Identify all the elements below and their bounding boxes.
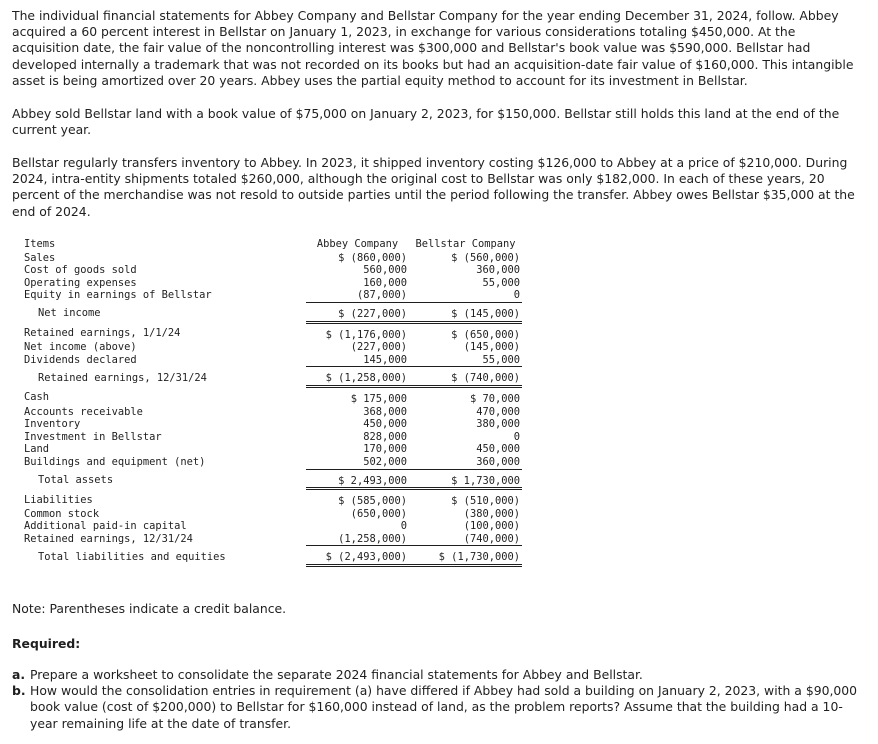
table-cell-item: Additional paid-in capital xyxy=(24,520,187,533)
table-cell-item: Retained earnings, 12/31/24 xyxy=(38,371,207,384)
table-cell-item: Equity in earnings of Bellstar xyxy=(24,289,212,302)
table-header-row xyxy=(22,238,522,252)
table-cell-item: Land xyxy=(24,443,50,456)
table-cell-amount: 0 xyxy=(409,289,522,302)
table-cell-item: Total liabilities and equities xyxy=(38,550,226,563)
table-cell-amount: $ (585,000) xyxy=(338,495,407,508)
table-cell-item: Sales xyxy=(24,251,56,264)
required-item-b xyxy=(12,683,862,732)
table-cell-amount: $ 2,493,000 xyxy=(306,469,409,489)
table-cell-amount: 450,000 xyxy=(476,443,520,456)
table-row xyxy=(22,322,522,341)
table-cell-amount: 55,000 xyxy=(482,276,520,289)
table-cell-amount: 470,000 xyxy=(476,405,520,418)
table-cell-amount: $ (510,000) xyxy=(451,495,520,508)
table-cell-amount: 360,000 xyxy=(476,264,520,277)
table-cell-item: Buildings and equipment (net) xyxy=(24,455,206,468)
table-row xyxy=(22,431,522,444)
table-cell-amount: 145,000 xyxy=(306,354,409,367)
table-row xyxy=(22,533,522,546)
credit-balance-note: Note: Parentheses indicate a credit balance. xyxy=(12,601,287,616)
required-item-label: b. xyxy=(12,683,26,699)
table-cell-amount: 380,000 xyxy=(476,418,520,431)
table-cell-amount: $ 70,000 xyxy=(469,392,520,405)
problem-paragraph-inventory: Bellstar regularly transfers inventory to Abbey. In 2023, it shipped inventory costing $126,000 to Abbey at a price of $210,000. During 2024, intra-entity shipments totaled $260,000, although the original cost to Bellstar was only $182,000. In each of these years, 20 percent of the merchandise was not resold to outside parties until the period following the transfer. Abbey owes Bellstar $35,000 at the end of 2024. xyxy=(12,155,855,219)
required-item-a xyxy=(12,667,862,683)
table-cell-amount: 0 xyxy=(513,430,520,443)
table-cell-amount: 502,000 xyxy=(306,456,409,469)
table-cell-amount: 560,000 xyxy=(363,264,407,277)
table-cell-amount: 170,000 xyxy=(363,443,407,456)
table-row xyxy=(22,341,522,354)
table-cell-item: Retained earnings, 1/1/24 xyxy=(24,327,181,340)
table-row xyxy=(22,277,522,290)
table-cell-amount: $ 175,000 xyxy=(350,392,407,405)
table-row xyxy=(22,386,522,405)
table-cell-amount: 160,000 xyxy=(363,276,407,289)
table-cell-amount: 828,000 xyxy=(363,430,407,443)
table-cell-amount: (1,258,000) xyxy=(306,533,409,546)
table-cell-amount: $ (1,730,000) xyxy=(409,546,522,566)
table-cell-item: Operating expenses xyxy=(24,276,137,289)
table-row xyxy=(22,418,522,431)
table-cell-amount: $ (740,000) xyxy=(409,367,522,387)
table-row xyxy=(22,443,522,456)
table-cell-amount: (380,000) xyxy=(463,507,520,520)
table-cell-item: Total assets xyxy=(38,474,114,486)
table-row-total xyxy=(22,469,522,489)
table-cell-item: Cash xyxy=(24,391,50,404)
required-item-label: a. xyxy=(12,667,26,682)
table-row xyxy=(22,489,522,508)
table-row-total xyxy=(22,546,522,566)
column-header-items: Items xyxy=(24,238,56,250)
table-cell-amount: (145,000) xyxy=(463,341,520,354)
financial-statements-table xyxy=(22,238,522,567)
table-cell-amount: 450,000 xyxy=(363,418,407,431)
table-cell-item: Net income xyxy=(38,307,101,320)
table-cell-amount: (100,000) xyxy=(463,520,520,533)
table-cell-item: Cost of goods sold xyxy=(24,264,137,277)
table-cell-item: Retained earnings, 12/31/24 xyxy=(24,532,193,545)
table-cell-amount: $ (650,000) xyxy=(451,328,520,341)
table-row xyxy=(22,508,522,521)
problem-paragraph-acquisition: The individual financial statements for Abbey Company and Bellstar Company for the year ending December 31, 2024, follow. Abbey acquired a 60 percent interest in Bellstar on January 1, 2023, in exchange for various considerations totaling $450,000. At the acquisition date, the fair value of the noncontrolling interest was $300,000 and Bellstar's book value was $590,000. Bellstar had developed internally a trademark that was not recorded on its books but had an acquisition-date fair value of $160,000. This intangible asset is being amortized over 20 years. Abbey uses the partial equity method to account for its investment in Bellstar. xyxy=(12,8,854,88)
table-cell-amount: 368,000 xyxy=(363,405,407,418)
table-cell-item: Inventory xyxy=(24,418,81,431)
table-cell-amount: (227,000) xyxy=(350,341,407,354)
required-heading: Required: xyxy=(12,636,81,651)
required-list xyxy=(12,667,862,732)
table-row xyxy=(22,406,522,419)
table-cell-amount: $ (145,000) xyxy=(409,302,522,322)
table-cell-amount: $ 1,730,000 xyxy=(409,469,522,489)
table-cell-amount: $ (1,176,000) xyxy=(325,328,407,341)
table-cell-amount: (650,000) xyxy=(350,507,407,520)
table-cell-amount: $ (2,493,000) xyxy=(306,546,409,566)
required-item-text: How would the consolidation entries in requirement (a) have differed if Abbey had sold a building on January 2, 2023, with a $90,000 book value (cost of $200,000) to Bellstar for $160,000 instead of land, as the problem reports? Assume that the building had a 10-year remaining life at the date of transfer. xyxy=(30,683,858,731)
required-item-text: Prepare a worksheet to consolidate the separate 2024 financial statements for Abbey and Bellstar. xyxy=(30,667,643,682)
table-cell-item: Accounts receivable xyxy=(24,405,143,418)
column-header-abbey: Abbey Company xyxy=(316,238,399,250)
table-row xyxy=(22,354,522,367)
table-cell-item: Net income (above) xyxy=(24,341,137,354)
table-cell-amount: $ (1,258,000) xyxy=(306,367,409,387)
table-row xyxy=(22,252,522,265)
table-cell-amount: 360,000 xyxy=(409,456,522,469)
table-cell-amount: $ (227,000) xyxy=(306,302,409,322)
table-row xyxy=(22,289,522,302)
table-row-total xyxy=(22,367,522,387)
problem-paragraph-land-sale: Abbey sold Bellstar land with a book value of $75,000 on January 2, 2023, for $150,000. Bellstar still holds this land at the end of the current year. xyxy=(12,106,840,138)
table-cell-item: Liabilities xyxy=(24,493,93,506)
table-row xyxy=(22,520,522,533)
table-cell-amount: $ (860,000) xyxy=(338,251,407,264)
table-cell-amount: 0 xyxy=(400,520,407,533)
table-cell-amount: (740,000) xyxy=(409,533,522,546)
table-cell-item: Dividends declared xyxy=(24,353,137,366)
table-cell-amount: 55,000 xyxy=(409,354,522,367)
table-row-total xyxy=(22,302,522,322)
table-cell-item: Investment in Bellstar xyxy=(24,430,162,443)
table-row xyxy=(22,456,522,469)
column-header-bellstar: Bellstar Company xyxy=(415,238,516,250)
table-row xyxy=(22,264,522,277)
table-cell-amount: (87,000) xyxy=(306,289,409,302)
table-cell-item: Common stock xyxy=(24,507,100,520)
table-cell-amount: $ (560,000) xyxy=(451,251,520,264)
